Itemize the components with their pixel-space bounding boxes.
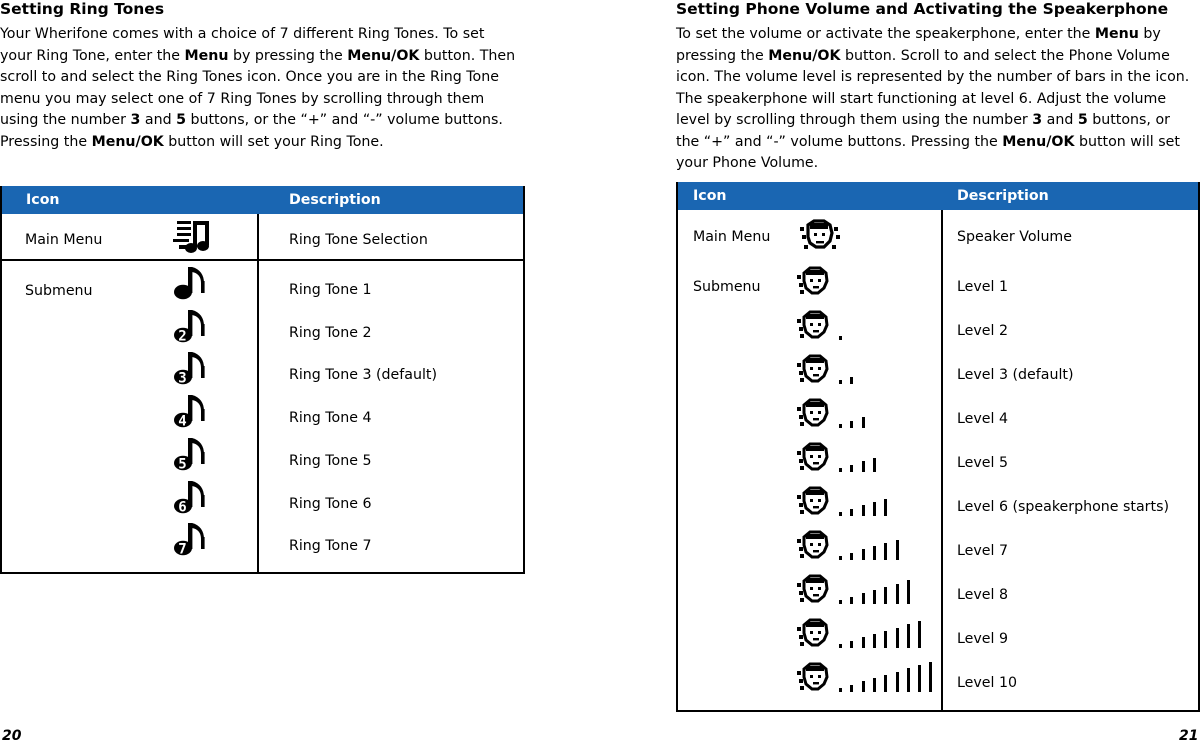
intro-text-run: Menu/OK <box>1002 133 1075 150</box>
volume-bar <box>839 424 842 428</box>
volume-level-description: Level 4 <box>957 411 1008 427</box>
ring-tone-digit: 7 <box>178 541 187 558</box>
intro-text-run: button will set your Phone Volume. <box>676 133 1180 171</box>
volume-bar <box>884 499 887 516</box>
volume-bar <box>884 675 887 692</box>
volume-bar <box>896 540 899 561</box>
speaker-face-icon <box>796 441 832 475</box>
volume-bar <box>839 644 842 648</box>
ring-tone-description: Ring Tone 6 <box>289 495 372 512</box>
volume-bar <box>862 417 865 428</box>
intro-text-run: Menu/OK <box>91 133 164 150</box>
page-number-right: 21 <box>1179 728 1199 744</box>
column-divider <box>941 210 943 710</box>
volume-bar <box>850 465 853 472</box>
table-header <box>678 182 1198 210</box>
volume-bar <box>918 665 921 692</box>
speaker-face-icon <box>796 617 832 651</box>
ring-tone-digit: 4 <box>178 413 187 430</box>
row-divider <box>2 259 523 261</box>
speaker-face-icon <box>796 529 832 563</box>
ring-tone-description: Ring Tone 1 <box>289 282 372 298</box>
phone-volume-table <box>676 182 1200 712</box>
volume-bar <box>839 336 842 340</box>
ring-tone-digit: 3 <box>178 370 187 387</box>
volume-bar <box>907 580 910 604</box>
volume-level-description: Level 10 <box>957 675 1018 691</box>
music-note-3-icon <box>170 350 210 386</box>
music-note-2-icon <box>170 308 210 344</box>
speaker-face-icon <box>796 265 832 299</box>
ring-tone-description: Ring Tone 4 <box>289 410 372 427</box>
volume-level-description: Level 7 <box>957 543 1008 559</box>
volume-bar <box>850 421 853 428</box>
intro-text-run: Menu/OK <box>768 47 841 64</box>
volume-bar <box>873 634 876 648</box>
main-menu-label: Main Menu <box>693 229 771 245</box>
volume-bar <box>907 624 910 648</box>
volume-bar <box>862 505 865 516</box>
ring-tone-description: Ring Tone 7 <box>289 538 372 555</box>
col-description-header: Description <box>289 192 381 208</box>
ring-tone-description: Ring Tone 5 <box>289 452 372 469</box>
col-icon-header: Icon <box>26 192 60 208</box>
col-description-header: Description <box>957 188 1049 204</box>
ring-tones-heading: Setting Ring Tones <box>0 0 165 18</box>
main-menu-description: Speaker Volume <box>957 229 1072 245</box>
intro-text-run: button. Scroll to and select the Phone Volume icon. The volume level is represented by the number of bars in the icon. The speakerphone will start functioning at level 6. Adjust the volume level by scrolling through them using the number <box>676 47 1190 128</box>
column-divider <box>257 214 259 572</box>
music-note-5-icon <box>170 436 210 472</box>
main-menu-description: Ring Tone Selection <box>289 232 428 248</box>
intro-text-run: by pressing the <box>228 47 348 64</box>
volume-level-description: Level 2 <box>957 323 1008 339</box>
volume-bar <box>839 468 842 472</box>
intro-text-run: Your Wherifone comes with a choice of 7 different Ring Tones. To set your Ring Tone, enter the <box>0 26 485 64</box>
volume-bar <box>873 546 876 560</box>
phone-volume-intro <box>676 24 1191 175</box>
speaker-face-icon <box>796 661 832 695</box>
volume-bar <box>850 685 853 692</box>
speaker-face-icon <box>800 219 840 253</box>
music-note-icon <box>170 265 210 301</box>
volume-bar <box>862 637 865 648</box>
volume-bar <box>896 628 899 649</box>
ring-tone-digit: 6 <box>178 498 187 515</box>
volume-level-description: Level 9 <box>957 631 1008 647</box>
ring-tone-digit: 5 <box>178 456 187 472</box>
volume-bar <box>839 512 842 516</box>
volume-bar <box>907 668 910 692</box>
volume-bar <box>850 597 853 604</box>
speaker-face-icon <box>796 485 832 519</box>
intro-text-run: Menu <box>184 47 229 64</box>
volume-bar <box>839 380 842 384</box>
volume-bar <box>850 377 853 384</box>
phone-volume-heading: Setting Phone Volume and Activating the Speakerphone <box>676 0 1169 18</box>
volume-bar <box>862 593 865 604</box>
volume-bar <box>839 688 842 692</box>
speaker-face-icon <box>796 573 832 607</box>
intro-text-run: by pressing the <box>676 26 1161 64</box>
ring-tone-description: Ring Tone 3 (default) <box>289 367 437 384</box>
intro-text-run: Menu <box>1094 26 1139 42</box>
volume-bar <box>873 678 876 692</box>
volume-bar <box>862 461 865 472</box>
intro-text-run: 5 <box>1077 112 1088 128</box>
ring-tones-table <box>0 186 525 574</box>
volume-bar <box>873 590 876 604</box>
volume-bar <box>896 584 899 605</box>
volume-level-description: Level 1 <box>957 279 1008 295</box>
volume-level-description: Level 6 (speakerphone starts) <box>957 499 1170 515</box>
volume-bar <box>839 556 842 560</box>
volume-bar <box>918 621 921 648</box>
ring-tone-digit: 2 <box>178 328 187 344</box>
volume-bar <box>873 502 876 516</box>
intro-text-run: 5 <box>176 112 186 128</box>
volume-bar <box>873 458 876 472</box>
volume-bar <box>839 600 842 604</box>
volume-bar <box>850 509 853 516</box>
music-note-4-icon <box>170 393 210 429</box>
speaker-face-icon <box>796 309 832 343</box>
ring-tones-intro <box>0 24 520 153</box>
volume-bar <box>884 631 887 648</box>
intro-text-run: buttons, or the “+” and “-” volume buttons. Pressing the <box>0 112 503 150</box>
col-icon-header: Icon <box>693 188 727 204</box>
intro-text-run: and <box>140 112 177 128</box>
submenu-label: Submenu <box>25 283 93 299</box>
volume-bar <box>884 543 887 560</box>
volume-bar <box>850 553 853 560</box>
volume-bar <box>896 672 899 693</box>
intro-text-run: 3 <box>130 112 141 128</box>
ring-tone-description: Ring Tone 2 <box>289 324 372 341</box>
intro-text-run: button. Then scroll to and select the Ring Tones icon. Once you are in the Ring Tone menu you may select one of 7 Ring Tones by scrolling through them using the number <box>0 47 516 128</box>
music-note-7-icon <box>170 521 210 557</box>
music-note-6-icon <box>170 479 210 515</box>
volume-bar <box>884 587 887 604</box>
volume-bar <box>862 681 865 692</box>
submenu-label: Submenu <box>693 279 761 295</box>
ring-tones-menu-icon <box>173 219 213 255</box>
page-number-left: 20 <box>2 728 22 744</box>
table-header <box>2 186 523 214</box>
volume-level-description: Level 3 (default) <box>957 367 1074 383</box>
volume-level-description: Level 8 <box>957 587 1008 603</box>
volume-bar <box>850 641 853 648</box>
intro-text-run: To set the volume or activate the speakerphone, enter the <box>676 26 1095 42</box>
intro-text-run: 3 <box>1032 112 1043 128</box>
intro-text-run: buttons, or the “+” and “-” volume buttons. Pressing the <box>676 112 1170 150</box>
intro-text-run: button will set your Ring Tone. <box>163 133 384 150</box>
volume-level-description: Level 5 <box>957 455 1008 471</box>
intro-text-run: Menu/OK <box>347 47 420 64</box>
speaker-face-icon <box>796 397 832 431</box>
intro-text-run: and <box>1042 112 1078 128</box>
volume-bar <box>929 662 932 692</box>
volume-bar <box>862 549 865 560</box>
main-menu-label: Main Menu <box>25 232 103 248</box>
speaker-face-icon <box>796 353 832 387</box>
